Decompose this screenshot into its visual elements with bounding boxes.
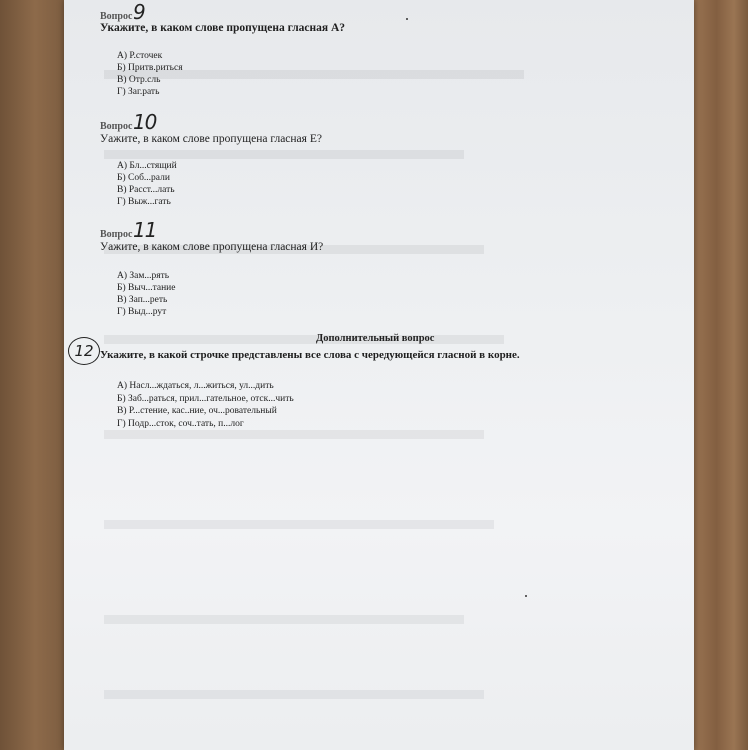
handwritten-circled-number: 12 — [68, 337, 100, 365]
option: В) Р...стение, кас..ние, оч...ровательный — [117, 406, 277, 416]
question-9-text: Укажите, в каком слове пропущена гласная А? — [100, 22, 346, 34]
question-label: Вопрос — [100, 121, 133, 132]
question-number: 11 — [132, 218, 157, 242]
paper-sheet — [64, 0, 694, 750]
question-label: Вопрос — [100, 11, 133, 22]
show-through — [104, 520, 494, 529]
option: Г) Выд...рут — [117, 307, 167, 317]
show-through — [104, 615, 464, 624]
question-label: Вопрос — [100, 229, 133, 240]
option: Б) Притв.риться — [117, 63, 183, 73]
question-10-options — [117, 160, 177, 208]
question-11-options — [117, 270, 175, 318]
option: В) Отр.сль — [117, 75, 161, 85]
question-9-options — [117, 50, 183, 98]
question-9-heading — [100, 0, 145, 24]
ink-dot — [525, 595, 527, 597]
show-through — [104, 150, 464, 159]
option: А) Зам...рять — [117, 271, 170, 281]
question-number: 9 — [132, 0, 145, 24]
question-10-text: Уажите, в каком слове пропущена гласная Е? — [100, 133, 322, 145]
option: Г) Выж...гать — [117, 197, 171, 207]
question-11-text: Уажите, в каком слове пропущена гласная И? — [100, 241, 324, 253]
question-10-heading — [100, 110, 156, 134]
option: А) Бл...стящий — [117, 161, 177, 171]
option: В) Расст...лать — [117, 185, 175, 195]
extra-question-text: Укажите, в какой строчке представлены все слова с чередующейся гласной в корне. — [100, 349, 520, 361]
wooden-table-left — [0, 0, 70, 750]
option: А) Р.сточек — [117, 51, 163, 61]
extra-question-title: Дополнительный вопрос — [316, 333, 435, 344]
option: Г) Подр...сток, соч..тать, п...лог — [117, 418, 244, 429]
show-through — [104, 430, 484, 439]
show-through — [104, 690, 484, 699]
question-number: 10 — [132, 110, 157, 134]
option: Г) Заг.рать — [117, 87, 160, 97]
option: А) Насл...ждаться, л...житься, ул...дить — [117, 381, 274, 391]
option: Б) Соб...рали — [117, 173, 170, 183]
option: Б) Заб...раться, прил...гательное, отск...чить — [117, 393, 294, 404]
ink-dot — [406, 18, 408, 20]
option: В) Зап...реть — [117, 295, 168, 305]
extra-question-options — [117, 380, 294, 430]
question-11-heading — [100, 218, 156, 242]
show-through — [104, 335, 504, 344]
option: Б) Выч...тание — [117, 283, 176, 293]
